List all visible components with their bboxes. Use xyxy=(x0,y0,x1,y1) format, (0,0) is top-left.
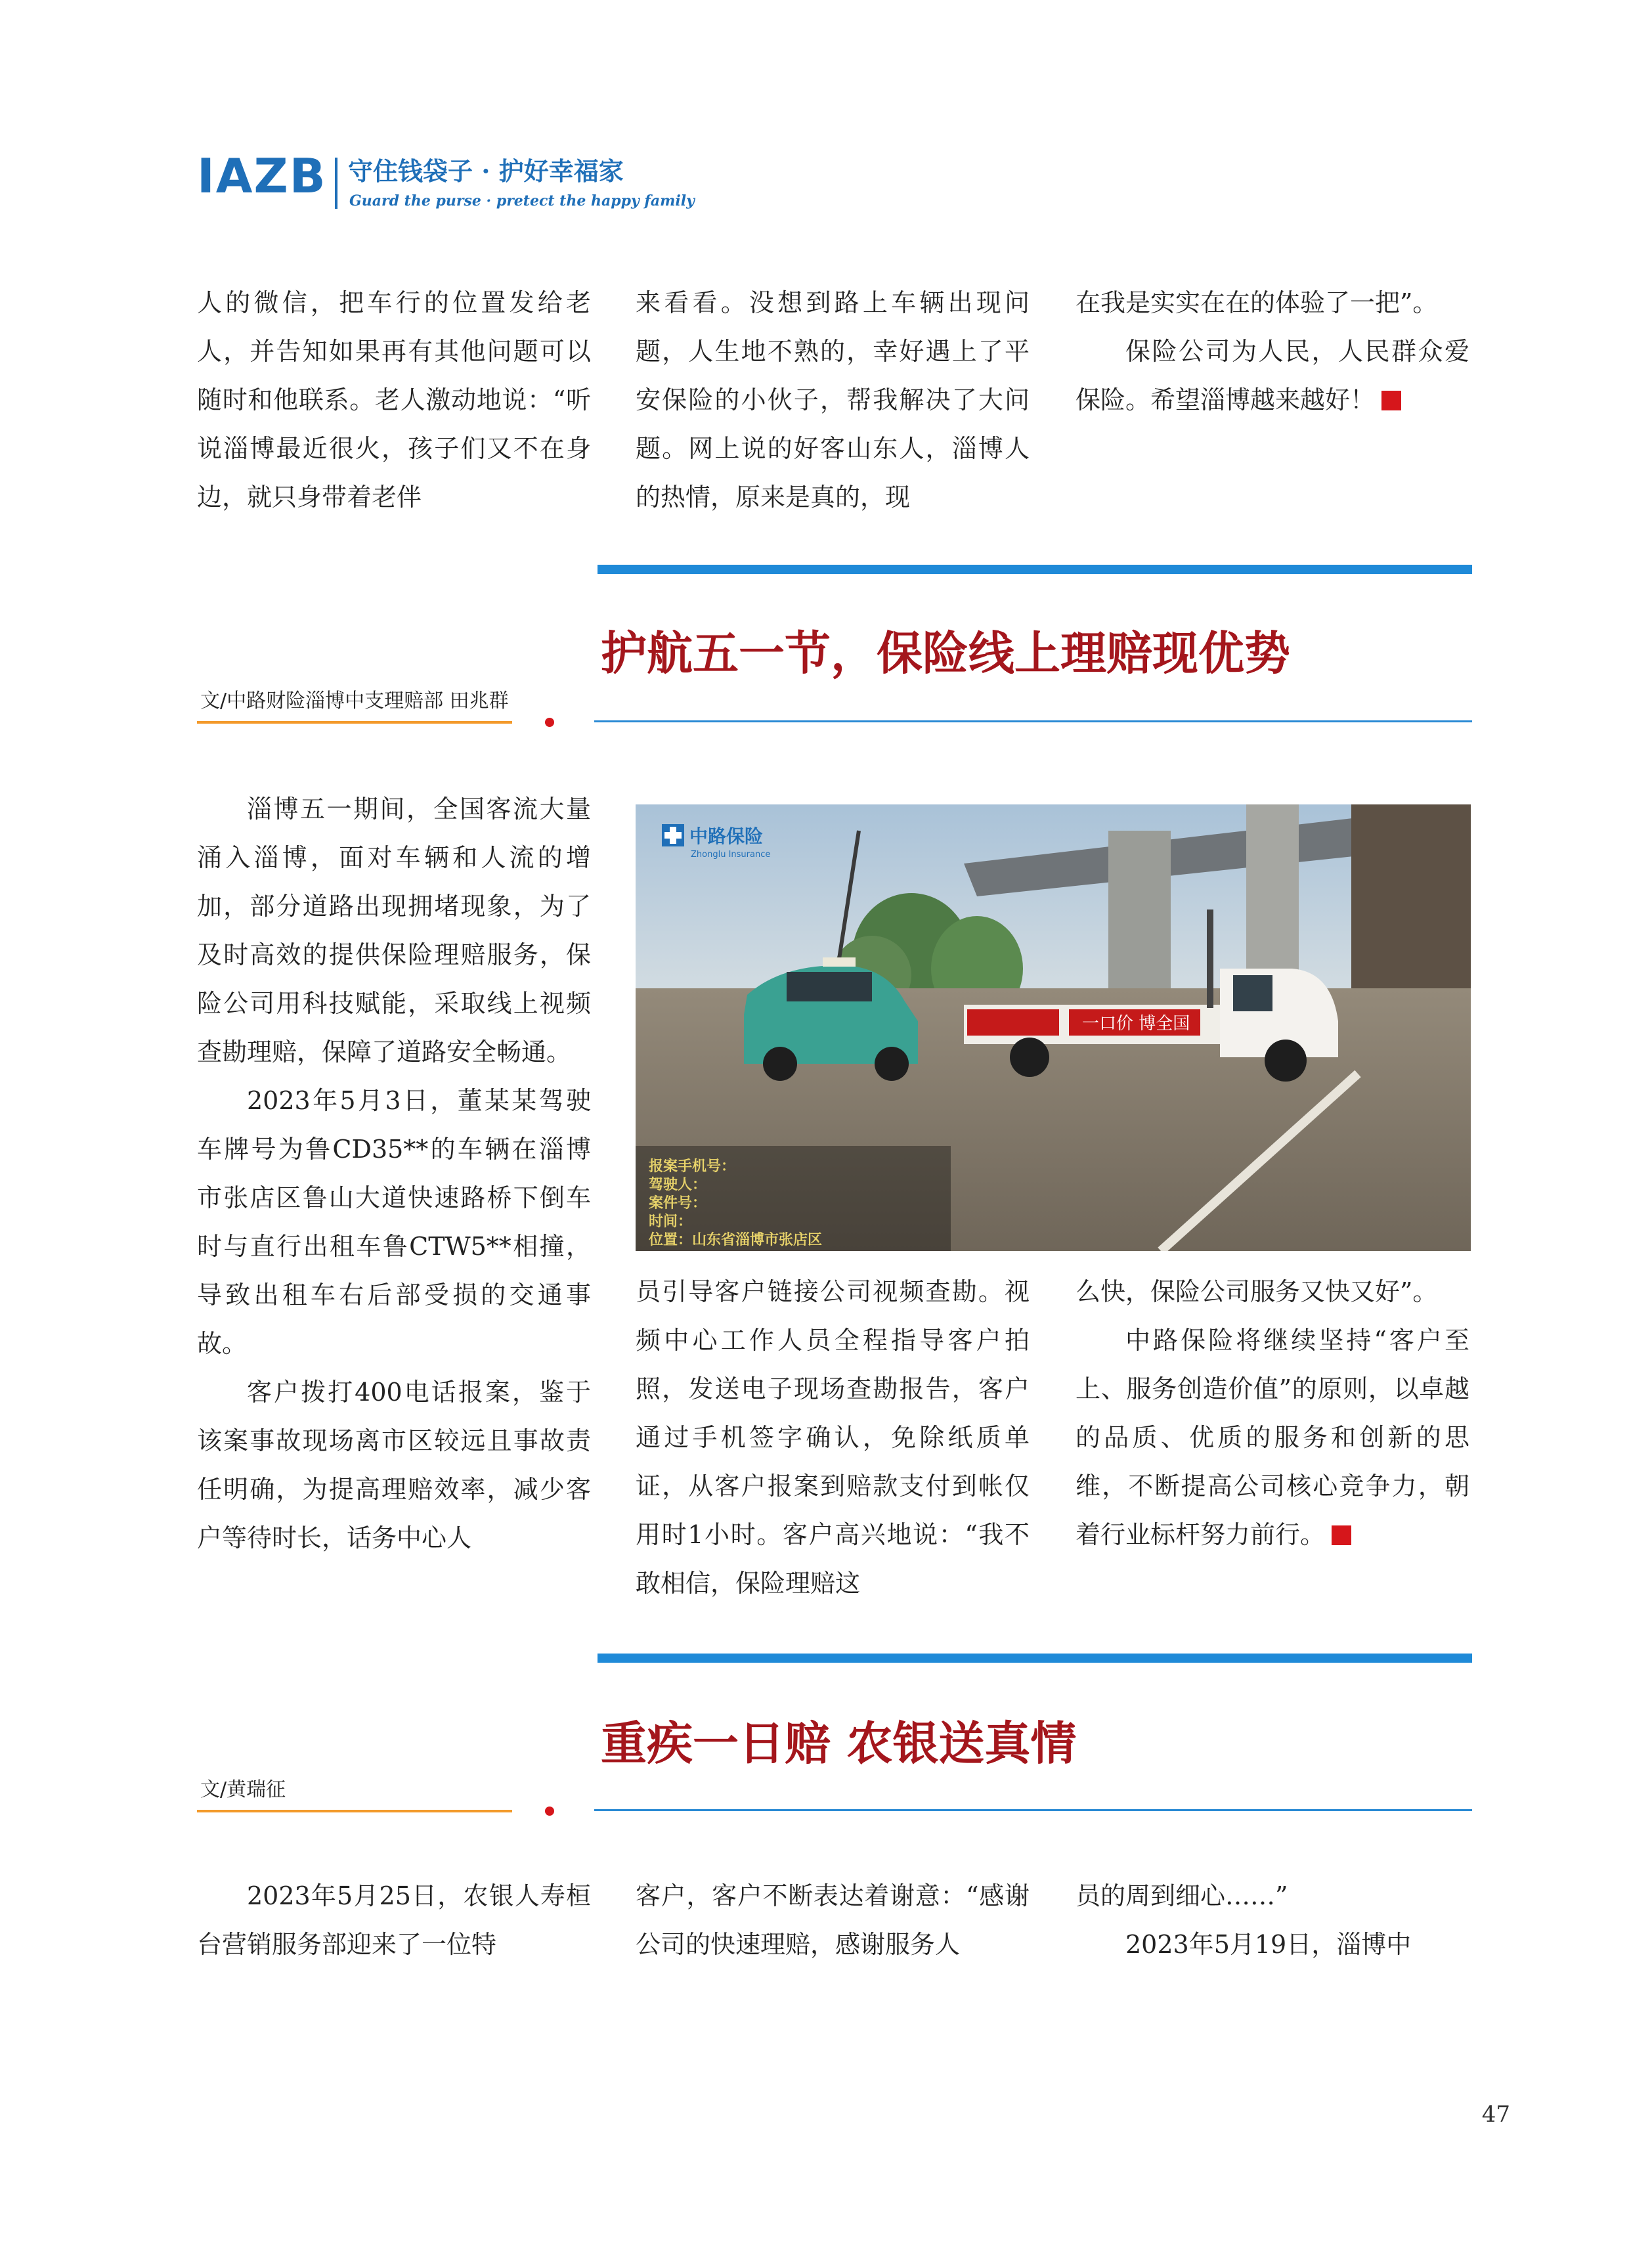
header-slogan-cn: 守住钱袋子 · 护好幸福家 xyxy=(348,156,624,186)
photo-overlay-line-3: 案件号： xyxy=(649,1195,707,1212)
article1-title: 护航五一节，保险线上理赔现优势 xyxy=(601,626,1290,680)
photo-overlay-line-1: 报案手机号： xyxy=(649,1158,736,1175)
accident-scene-illustration xyxy=(636,804,1471,1251)
top-article-col1: 人的微信，把车行的位置发给老人，并告知如果再有其他问题可以随时和他联系。老人激动地说：“听说淄博最近很火，孩子们又不在身边，就只身带着老伴 xyxy=(197,288,591,512)
section-rule-thick xyxy=(598,1654,1472,1663)
header-slogan-en: Guard the purse · pretect the happy family xyxy=(349,192,695,209)
photo-overlay-line-5: 位置：山东省淄博市张店区 xyxy=(649,1232,823,1248)
article1-col1: 淄博五一期间，全国客流大量涌入淄博，面对车辆和人流的增加，部分道路出现拥堵现象，为了及时高效的提供保险理赔服务，保险公司用科技赋能，采取线上视频查勘理赔，保障了道路安全畅通。 2023年5月3日，董某某驾驶车牌号为鲁CD35**的车辆在淄博市张店区鲁山大道快速路桥下倒车时与直行出租车鲁CTW5**相撞，导致出租车右后部受损的交通事故。 客户拨打400电话报案，鉴于该案事故现场离市区较远且事故责任明确，为提高理赔效率，减少客户等待时长，话务中心人 xyxy=(197,795,591,1552)
end-mark-icon xyxy=(1332,1525,1351,1545)
article1-col3: 么快，保险公司服务又快又好”。 中路保险将继续坚持“客户至上、服务创造价值”的原则，以卓越的品质、优质的服务和创新的思维，不断提高公司核心竞争力，朝着行业标杆努力前行。 xyxy=(1076,1277,1469,1549)
top-article-col2: 来看看。没想到路上车辆出现问题，人生地不熟的，幸好遇上了平安保险的小伙子，帮我解决了大问题。网上说的好客山东人，淄博人的热情，原来是真的，现 xyxy=(636,288,1030,512)
article2-title: 重疾一日赔 农银送真情 xyxy=(601,1716,1077,1770)
article1-byline: 文/中路财险淄博中支理赔部 田兆群 xyxy=(200,690,509,712)
section-rule-thin xyxy=(594,1809,1472,1811)
byline-underline xyxy=(197,1810,512,1812)
end-mark-icon xyxy=(1381,391,1401,410)
byline-underline xyxy=(197,721,512,724)
page-number: 47 xyxy=(1481,2101,1510,2128)
photo-logo-cn: 中路保险 xyxy=(689,825,764,847)
article2-byline: 文/黄瑞征 xyxy=(200,1778,286,1801)
red-dot-icon xyxy=(545,1807,554,1816)
top-article-col3: 在我是实实在在的体验了一把”。 保险公司为人民，人民群众爱保险。希望淄博越来越好！ xyxy=(1076,288,1469,414)
article2-col3: 员的周到细心……” 2023年5月19日，淄博中 xyxy=(1076,1881,1412,1959)
insurer-logo-icon xyxy=(662,824,684,846)
article1-col2: 员引导客户链接公司视频查勘。视频中心工作人员全程指导客户拍照，发送电子现场查勘报告，客户通过手机签字确认，免除纸质单证，从客户报案到赔款支付到帐仅用时1小时。客户高兴地说：“我不敢相信，保险理赔这 xyxy=(636,1277,1030,1598)
photo-logo-en: Zhonglu Insurance xyxy=(691,850,771,860)
article1-photo xyxy=(636,804,1471,1251)
logo-divider xyxy=(335,158,337,209)
photo-overlay-line-2: 驾驶人： xyxy=(649,1177,707,1193)
red-dot-icon xyxy=(545,718,554,727)
magazine-logo: IAZB xyxy=(197,148,327,204)
photo-overlay-line-4: 时间： xyxy=(649,1214,693,1230)
section-rule-thick xyxy=(598,565,1472,574)
article2-col1: 2023年5月25日，农银人寿桓台营销服务部迎来了一位特 xyxy=(197,1881,591,1959)
article2-col2: 客户，客户不断表达着谢意：“感谢公司的快速理赔，感谢服务人 xyxy=(636,1881,1030,1959)
truck-banner-text: 一口价 博全国 xyxy=(1082,1014,1190,1034)
section-rule-thin xyxy=(594,720,1472,722)
